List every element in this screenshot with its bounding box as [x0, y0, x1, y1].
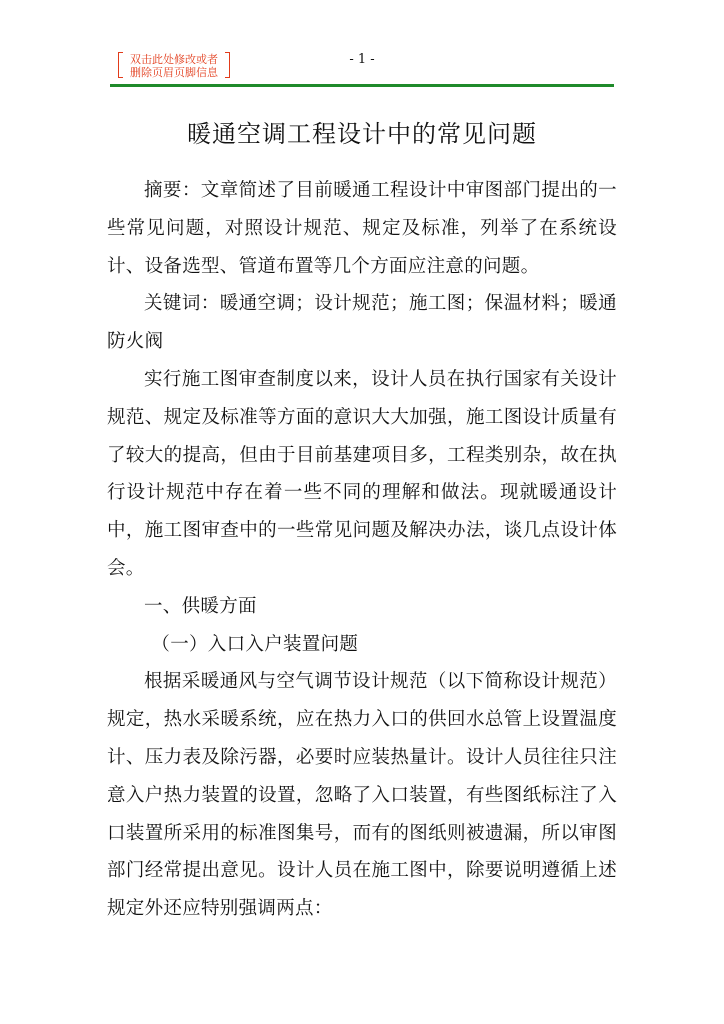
header-edit-stamp[interactable] [118, 50, 230, 82]
document-body [107, 172, 617, 928]
page-number: - 1 - [349, 52, 375, 67]
section-heading: 一、供暖方面 [144, 595, 257, 617]
header-divider [110, 84, 614, 87]
keywords-paragraph: 关键词：暖通空调；设计规范；施工图；保温材料；暖通防火阀 [107, 293, 617, 353]
abstract-paragraph: 摘要：文章简述了目前暖通工程设计中审图部门提出的一些常见问题，对照设计规范、规定及标准，列举了在系统设计、设备选型、管道布置等几个方面应注意的问题。 [107, 180, 617, 277]
subsection-paragraph: 根据采暖通风与空气调节设计规范（以下简称设计规范）规定，热水采暖系统，应在热力入口的供回水总管上设置温度计、压力表及除污器，必要时应装热量计。设计人员往往只注意入户热力装置的设置，忽略了入口装置，有些图纸标注了入口装置所采用的标准图集号，而有的图纸则被遗漏，所以审图部门经常提出意见。设计人员在施工图中，除要说明遵循上述规定外还应特别强调两点： [107, 671, 617, 920]
stamp-left-bracket [118, 52, 123, 78]
stamp-line-2: 删除页眉页脚信息 [130, 66, 218, 79]
stamp-right-bracket [225, 52, 230, 78]
stamp-line-1: 双击此处修改或者 [130, 53, 218, 66]
document-title: 暖通空调工程设计中的常见问题 [187, 120, 537, 148]
subsection-heading: （一）入口入户装置问题 [151, 633, 359, 655]
intro-paragraph: 实行施工图审查制度以来，设计人员在执行国家有关设计规范、规定及标准等方面的意识大大加强，施工图设计质量有了较大的提高，但由于目前基建项目多，工程类别杂，故在执行设计规范中存在着一些不同的理解和做法。现就暖通设计中，施工图审查中的一些常见问题及解决办法，谈几点设计体会。 [107, 368, 617, 579]
